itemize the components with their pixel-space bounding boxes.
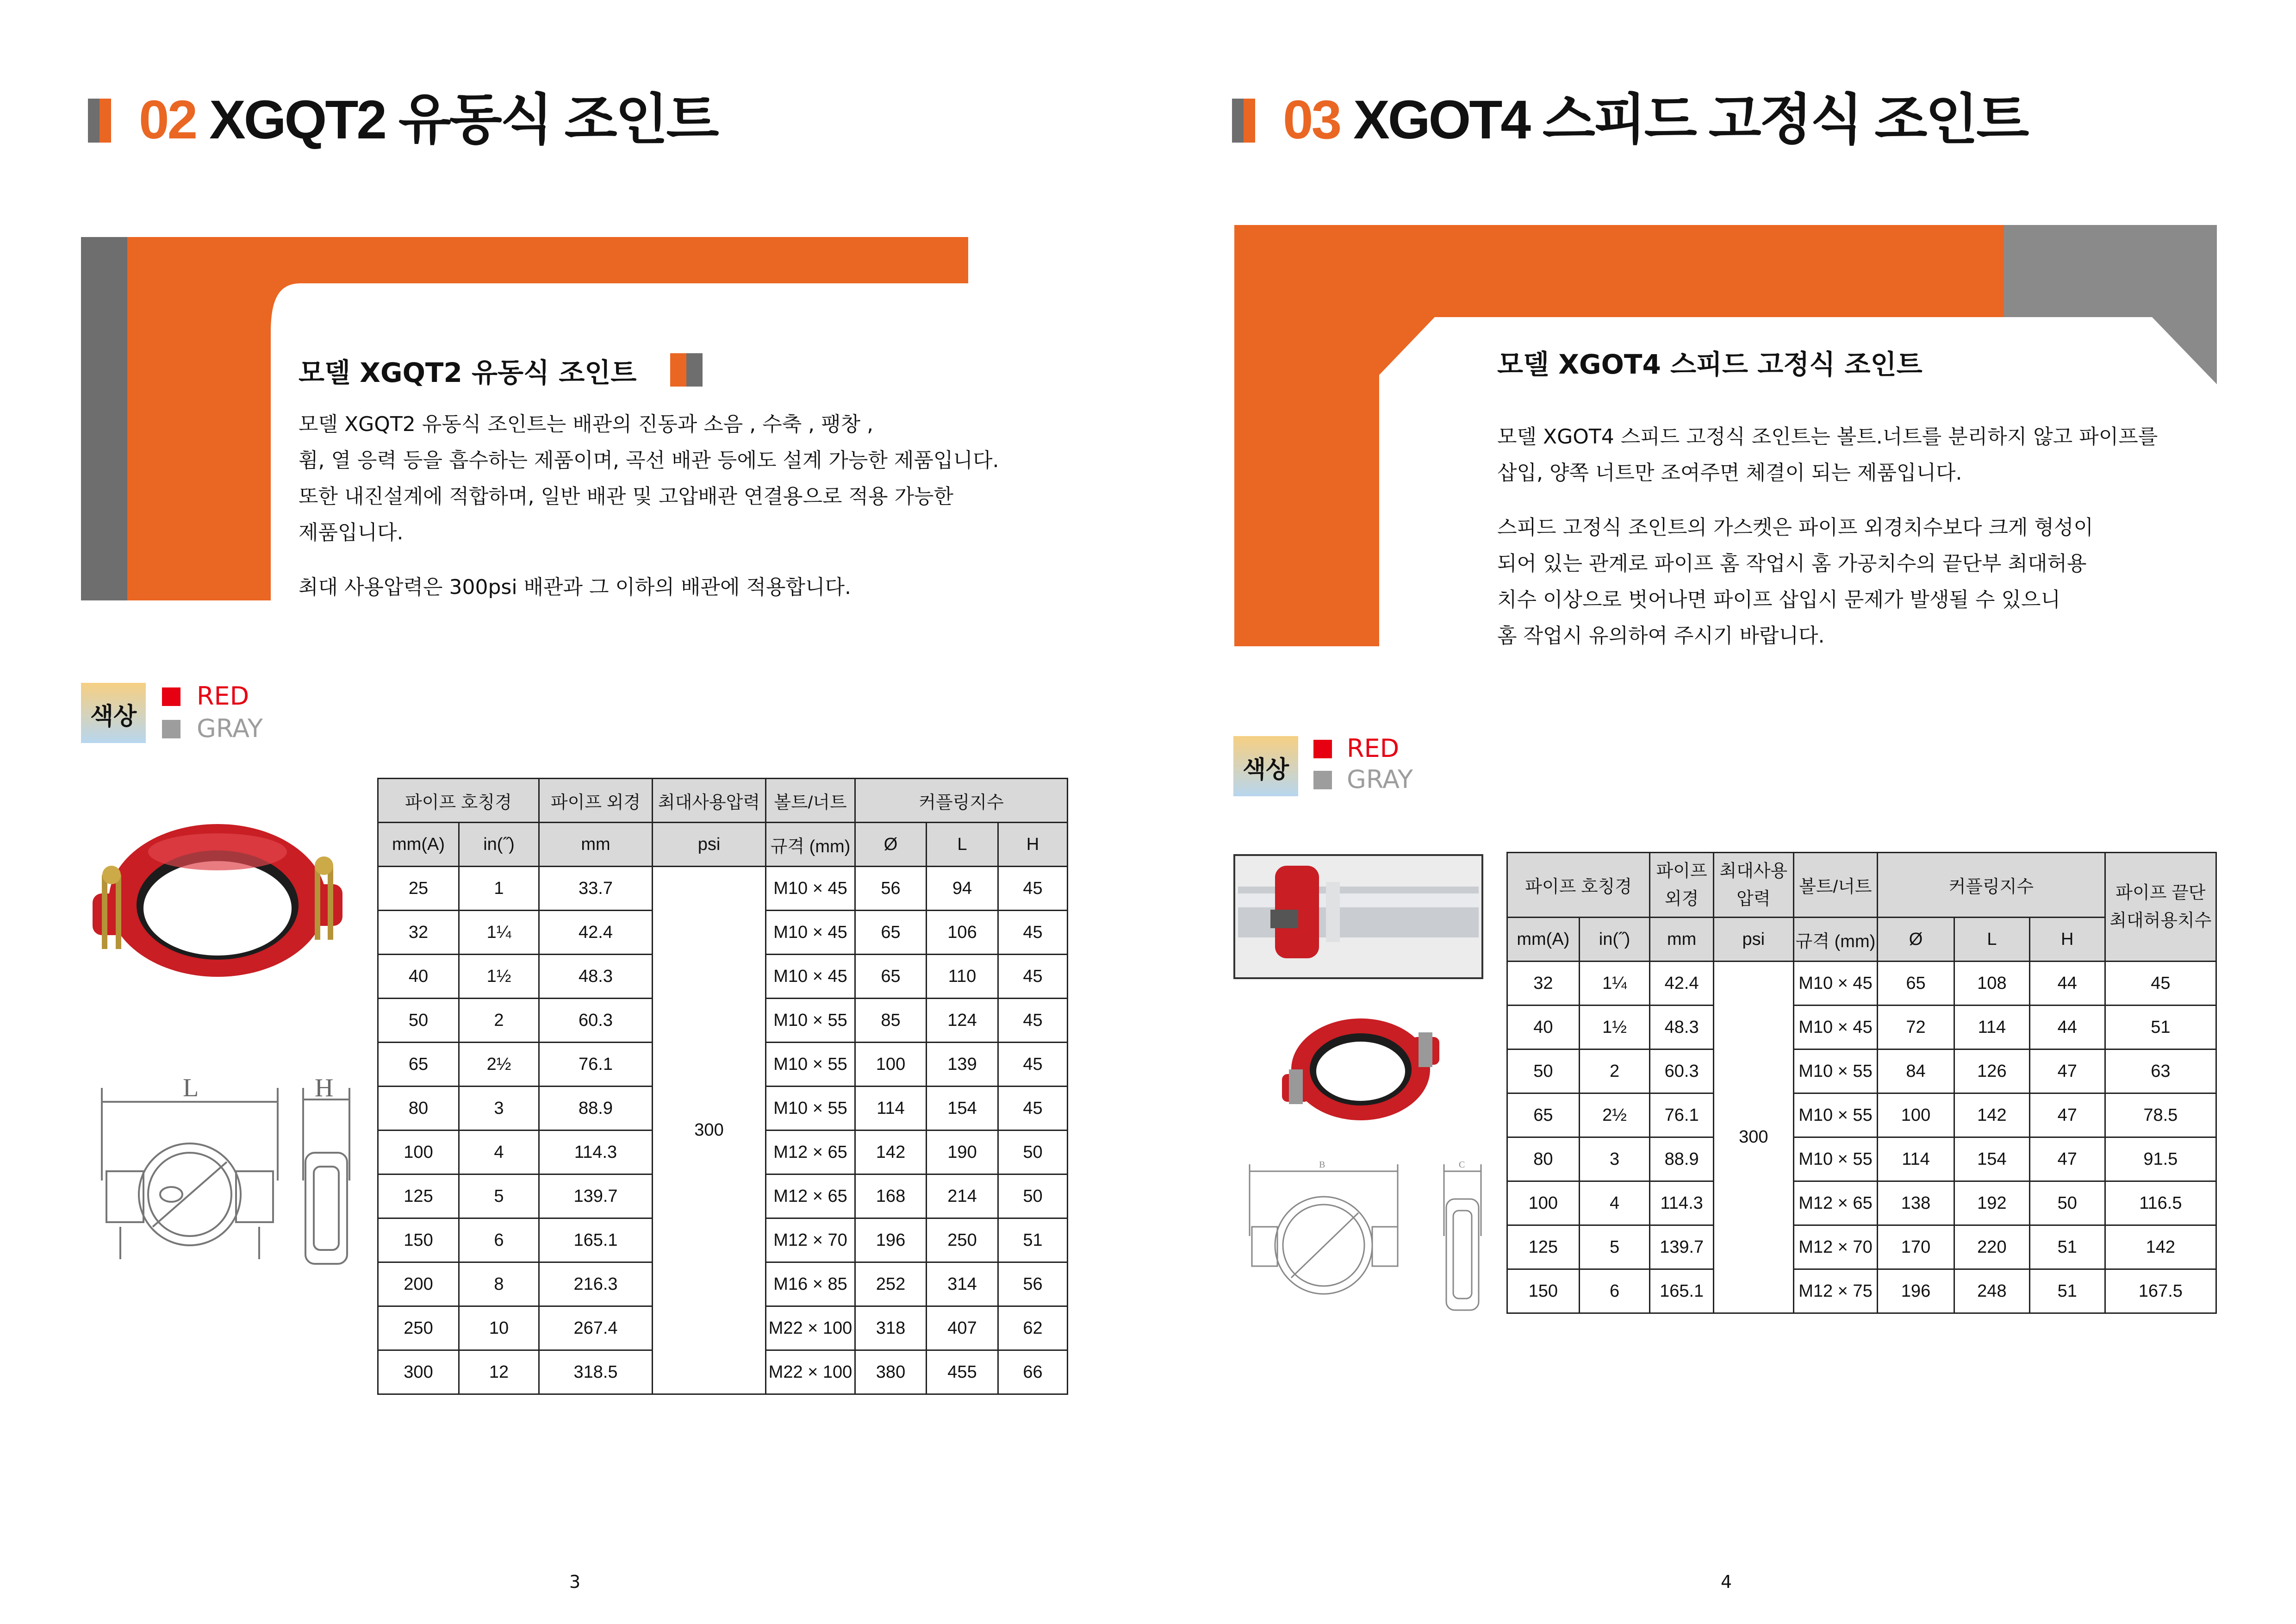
table-cell: 45 [998, 1043, 1068, 1087]
table-cell: M16 × 85 [766, 1262, 855, 1306]
table-cell: 455 [927, 1350, 998, 1394]
table-cell: M10 × 45 [766, 911, 855, 955]
table-cell: 51 [2029, 1225, 2105, 1269]
table-cell: 10 [459, 1306, 539, 1350]
table-cell: 126 [1954, 1049, 2029, 1093]
table-cell: 63 [2105, 1049, 2216, 1093]
table-cell: 407 [927, 1306, 998, 1350]
table-row [1507, 1137, 2216, 1181]
right-description-line-5: 치수 이상으로 벗어나면 파이프 삽입시 문제가 발생될 수 있으니 [1497, 588, 2060, 612]
table-cell: 56 [998, 1262, 1068, 1306]
right-heading-marker [1232, 99, 1255, 143]
table-row [378, 867, 1068, 911]
table-cell: 108 [1954, 962, 2029, 1006]
table-cell: M10 × 55 [766, 1087, 855, 1131]
table-cell: 6 [1579, 1269, 1650, 1313]
table-cell: M10 × 55 [1793, 1137, 1877, 1181]
table-cell: 42.4 [1650, 962, 1713, 1006]
table-cell: 80 [1507, 1137, 1580, 1181]
table-cell: 4 [459, 1131, 539, 1174]
right-page-number: 4 [1721, 1572, 1732, 1592]
table-cell: 380 [855, 1350, 927, 1394]
table-cell: 60.3 [539, 999, 653, 1043]
table-cell: 248 [1954, 1269, 2029, 1313]
left-spec-table [377, 778, 1068, 1395]
table-cell: 2 [1579, 1049, 1650, 1093]
right-drawing-height-label: C [1459, 1160, 1465, 1170]
left-subtitle: 모델 XGQT2 유동식 조인트 [299, 357, 637, 388]
left-sub-l: L [927, 823, 998, 867]
table-cell: 48.3 [1650, 1006, 1713, 1049]
right-sub-dia: Ø [1878, 918, 1954, 962]
right-sub-l: L [1954, 918, 2029, 962]
table-cell: 318.5 [539, 1350, 653, 1394]
right-spec-table [1506, 852, 2217, 1314]
table-cell: 154 [1954, 1137, 2029, 1181]
left-header-od: 파이프 외경 [539, 779, 653, 823]
table-cell: 138 [1878, 1181, 1954, 1225]
left-header-pressure: 최대사용압력 [653, 779, 766, 823]
table-cell: M10 × 45 [1793, 1006, 1877, 1049]
left-subtitle-marker [670, 353, 703, 387]
table-cell: M12 × 75 [1793, 1269, 1877, 1313]
table-cell: 114 [1954, 1006, 2029, 1049]
table-cell: 142 [2105, 1225, 2216, 1269]
left-header-nominal: 파이프 호칭경 [378, 779, 539, 823]
table-row [1507, 1006, 2216, 1049]
table-cell: 100 [855, 1043, 927, 1087]
table-cell: 80 [378, 1087, 459, 1131]
left-description-line-5: 최대 사용압력은 300psi 배관과 그 이하의 배관에 적용합니다. [299, 575, 852, 599]
table-cell: 32 [1507, 962, 1580, 1006]
table-cell: 2½ [459, 1043, 539, 1087]
table-cell: 300 [378, 1350, 459, 1394]
table-cell: 1¼ [1579, 962, 1650, 1006]
right-header-coupling: 커플링지수 [1878, 853, 2105, 918]
table-cell: 170 [1878, 1225, 1954, 1269]
right-gray-swatch [1313, 771, 1332, 789]
table-cell: 50 [2029, 1181, 2105, 1225]
table-cell: 5 [459, 1174, 539, 1218]
table-cell: 139.7 [1650, 1225, 1713, 1269]
table-cell: 6 [459, 1218, 539, 1262]
right-sub-h: H [2029, 918, 2105, 962]
left-sub-mm: mm [539, 823, 653, 867]
table-cell: 62 [998, 1306, 1068, 1350]
table-cell: 150 [378, 1218, 459, 1262]
table-cell: 252 [855, 1262, 927, 1306]
table-cell: 1¼ [459, 911, 539, 955]
right-sub-spec: 규격 (mm) [1793, 918, 1877, 962]
left-coupling-photo [83, 806, 352, 1000]
right-description-line-6: 홈 작업시 유의하여 주시기 바랍니다. [1497, 624, 1825, 648]
table-cell: 125 [378, 1174, 459, 1218]
table-cell: M10 × 55 [766, 999, 855, 1043]
table-cell: 3 [459, 1087, 539, 1131]
left-pressure-cell: 300 [653, 867, 766, 1394]
table-cell: 51 [2029, 1269, 2105, 1313]
right-pressure-cell: 300 [1713, 962, 1793, 1313]
table-row [1507, 1269, 2216, 1313]
right-heading-number: 03 [1283, 89, 1340, 150]
table-cell: M12 × 65 [1793, 1181, 1877, 1225]
table-cell: 45 [998, 999, 1068, 1043]
table-cell: 5 [1579, 1225, 1650, 1269]
left-heading-number: 02 [139, 89, 196, 150]
table-cell: 318 [855, 1306, 927, 1350]
table-cell: 124 [927, 999, 998, 1043]
table-cell: 47 [2029, 1093, 2105, 1137]
table-row [1507, 1181, 2216, 1225]
table-cell: 47 [2029, 1137, 2105, 1181]
right-sub-psi: psi [1713, 918, 1793, 962]
table-cell: 154 [927, 1087, 998, 1131]
table-cell: M10 × 45 [766, 867, 855, 911]
table-cell: 45 [998, 911, 1068, 955]
table-cell: 50 [998, 1131, 1068, 1174]
table-cell: 114.3 [1650, 1181, 1713, 1225]
table-cell: 314 [927, 1262, 998, 1306]
right-gray-label: GRAY [1347, 765, 1413, 794]
table-cell: 139.7 [539, 1174, 653, 1218]
left-description-line-1: 모델 XGQT2 유동식 조인트는 배관의 진동과 소음 , 수축 , 팽창 , [299, 412, 874, 436]
left-banner-graphic [0, 0, 1018, 611]
table-row [1507, 1049, 2216, 1093]
table-cell: 76.1 [1650, 1093, 1713, 1137]
left-sub-inch: in(˝) [459, 823, 539, 867]
table-cell: 50 [1507, 1049, 1580, 1093]
table-cell: 2 [459, 999, 539, 1043]
right-header-pressure: 최대사용 압력 [1713, 853, 1793, 918]
table-cell: 50 [378, 999, 459, 1043]
table-row [1507, 1225, 2216, 1269]
right-header-groove: 파이프 끝단 최대허용치수 [2105, 853, 2216, 962]
right-color-label-box [1233, 736, 1298, 796]
table-cell: 214 [927, 1174, 998, 1218]
left-sub-psi: psi [653, 823, 766, 867]
table-cell: 200 [378, 1262, 459, 1306]
left-sub-spec: 규격 (mm) [766, 823, 855, 867]
left-sub-dia: Ø [855, 823, 927, 867]
table-cell: 45 [998, 867, 1068, 911]
right-installed-photo [1233, 854, 1483, 979]
table-cell: 139 [927, 1043, 998, 1087]
table-cell: 114 [1878, 1137, 1954, 1181]
left-header-coupling: 커플링지수 [855, 779, 1068, 823]
table-cell: 94 [927, 867, 998, 911]
table-cell: 72 [1878, 1006, 1954, 1049]
table-cell: 192 [1954, 1181, 2029, 1225]
table-cell: 45 [998, 955, 1068, 999]
table-row [1507, 962, 2216, 1006]
table-cell: M10 × 45 [1793, 962, 1877, 1006]
left-red-label: RED [197, 681, 249, 711]
table-cell: 3 [1579, 1137, 1650, 1181]
table-cell: 114 [855, 1087, 927, 1131]
left-color-label: 색상 [90, 703, 137, 731]
left-sub-h: H [998, 823, 1068, 867]
left-drawing-height-label: H [315, 1074, 334, 1102]
table-cell: 142 [855, 1131, 927, 1174]
table-cell: 65 [1507, 1093, 1580, 1137]
right-header-bolt: 볼트/너트 [1793, 853, 1877, 918]
table-cell: 65 [855, 911, 927, 955]
table-cell: 65 [1878, 962, 1954, 1006]
right-page-heading [1283, 89, 2028, 150]
table-cell: M12 × 65 [766, 1131, 855, 1174]
table-cell: M12 × 65 [766, 1174, 855, 1218]
right-heading-title: XGOT4 스피드 고정식 조인트 [1353, 89, 2028, 150]
table-cell: M22 × 100 [766, 1350, 855, 1394]
right-sub-inch: in(˝) [1579, 918, 1650, 962]
table-cell: 100 [1878, 1093, 1954, 1137]
table-cell: 65 [855, 955, 927, 999]
table-cell: M10 × 55 [1793, 1049, 1877, 1093]
table-cell: 51 [998, 1218, 1068, 1262]
table-cell: 1½ [1579, 1006, 1650, 1049]
table-cell: 45 [2105, 962, 2216, 1006]
table-cell: M12 × 70 [766, 1218, 855, 1262]
right-description-line-2: 삽입, 양쪽 너트만 조여주면 체결이 되는 제품입니다. [1497, 461, 1962, 485]
table-cell: M22 × 100 [766, 1306, 855, 1350]
table-cell: 116.5 [2105, 1181, 2216, 1225]
left-drawing-length-label: L [183, 1074, 199, 1102]
table-cell: 50 [998, 1174, 1068, 1218]
right-coupling-drawing [1240, 1157, 1486, 1315]
table-cell: M12 × 70 [1793, 1225, 1877, 1269]
table-cell: 1 [459, 867, 539, 911]
table-cell: 33.7 [539, 867, 653, 911]
table-cell: 65 [378, 1043, 459, 1087]
table-cell: 88.9 [1650, 1137, 1713, 1181]
right-subtitle: 모델 XGOT4 스피드 고정식 조인트 [1497, 349, 1923, 380]
left-gray-label: GRAY [197, 714, 263, 743]
table-cell: 85 [855, 999, 927, 1043]
right-description-line-1: 모델 XGOT4 스피드 고정식 조인트는 볼트.너트를 분리하지 않고 파이프를 [1497, 425, 2158, 449]
right-header-od: 파이프 외경 [1650, 853, 1713, 918]
table-cell: 267.4 [539, 1306, 653, 1350]
right-description-line-3: 스피드 고정식 조인트의 가스켓은 파이프 외경치수보다 크게 형성이 [1497, 516, 2094, 539]
table-cell: 8 [459, 1262, 539, 1306]
left-gray-swatch [162, 720, 180, 738]
table-cell: 4 [1579, 1181, 1650, 1225]
table-cell: 76.1 [539, 1043, 653, 1087]
table-cell: 84 [1878, 1049, 1954, 1093]
table-cell: 12 [459, 1350, 539, 1394]
right-red-label: RED [1347, 734, 1400, 763]
table-cell: 66 [998, 1350, 1068, 1394]
table-cell: 100 [1507, 1181, 1580, 1225]
table-cell: 165.1 [1650, 1269, 1713, 1313]
left-heading-title: XGQT2 유동식 조인트 [209, 89, 717, 150]
right-drawing-length-label: B [1319, 1160, 1325, 1170]
left-color-label-box [81, 683, 146, 743]
table-cell: 190 [927, 1131, 998, 1174]
left-coupling-drawing [93, 1074, 356, 1268]
table-cell: 1½ [459, 955, 539, 999]
table-cell: 168 [855, 1174, 927, 1218]
right-description-line-4: 되어 있는 관계로 파이프 홈 작업시 홈 가공치수의 끝단부 최대허용 [1497, 552, 2087, 575]
table-cell: 51 [2105, 1006, 2216, 1049]
table-cell: 47 [2029, 1049, 2105, 1093]
left-description-line-4: 제품입니다. [299, 521, 404, 544]
table-row [1507, 1093, 2216, 1137]
left-header-bolt: 볼트/너트 [766, 779, 855, 823]
table-cell: 32 [378, 911, 459, 955]
table-cell: 216.3 [539, 1262, 653, 1306]
table-cell: 42.4 [539, 911, 653, 955]
table-cell: 78.5 [2105, 1093, 2216, 1137]
left-red-swatch [162, 687, 180, 706]
table-cell: 91.5 [2105, 1137, 2216, 1181]
table-cell: 60.3 [1650, 1049, 1713, 1093]
table-cell: 48.3 [539, 955, 653, 999]
table-cell: 167.5 [2105, 1269, 2216, 1313]
table-cell: M10 × 55 [766, 1043, 855, 1087]
right-coupling-photo [1277, 1009, 1444, 1134]
table-cell: M10 × 45 [766, 955, 855, 999]
table-cell: 220 [1954, 1225, 2029, 1269]
table-cell: 88.9 [539, 1087, 653, 1131]
table-cell: 45 [998, 1087, 1068, 1131]
table-cell: 56 [855, 867, 927, 911]
table-cell: 44 [2029, 1006, 2105, 1049]
table-cell: 165.1 [539, 1218, 653, 1262]
table-cell: 150 [1507, 1269, 1580, 1313]
table-cell: 196 [1878, 1269, 1954, 1313]
table-cell: 40 [378, 955, 459, 999]
right-header-nominal: 파이프 호칭경 [1507, 853, 1650, 918]
table-cell: 196 [855, 1218, 927, 1262]
table-cell: M10 × 55 [1793, 1093, 1877, 1137]
table-cell: 125 [1507, 1225, 1580, 1269]
right-red-swatch [1313, 740, 1332, 758]
left-page-number: 3 [569, 1572, 581, 1592]
table-cell: 40 [1507, 1006, 1580, 1049]
left-description-line-2: 휨, 열 응력 등을 흡수하는 제품이며, 곡선 배관 등에도 설계 가능한 제품입니다. [299, 449, 999, 472]
table-cell: 142 [1954, 1093, 2029, 1137]
table-cell: 250 [378, 1306, 459, 1350]
table-cell: 110 [927, 955, 998, 999]
right-color-label: 색상 [1242, 756, 1289, 784]
table-cell: 106 [927, 911, 998, 955]
right-sub-mm: mm [1650, 918, 1713, 962]
right-sub-mm-a: mm(A) [1507, 918, 1580, 962]
left-description-line-3: 또한 내진설계에 적합하며, 일반 배관 및 고압배관 연결용으로 적용 가능한 [299, 485, 953, 508]
left-sub-mm-a: mm(A) [378, 823, 459, 867]
table-cell: 100 [378, 1131, 459, 1174]
table-cell: 114.3 [539, 1131, 653, 1174]
table-cell: 250 [927, 1218, 998, 1262]
table-cell: 25 [378, 867, 459, 911]
table-cell: 2½ [1579, 1093, 1650, 1137]
table-cell: 44 [2029, 962, 2105, 1006]
